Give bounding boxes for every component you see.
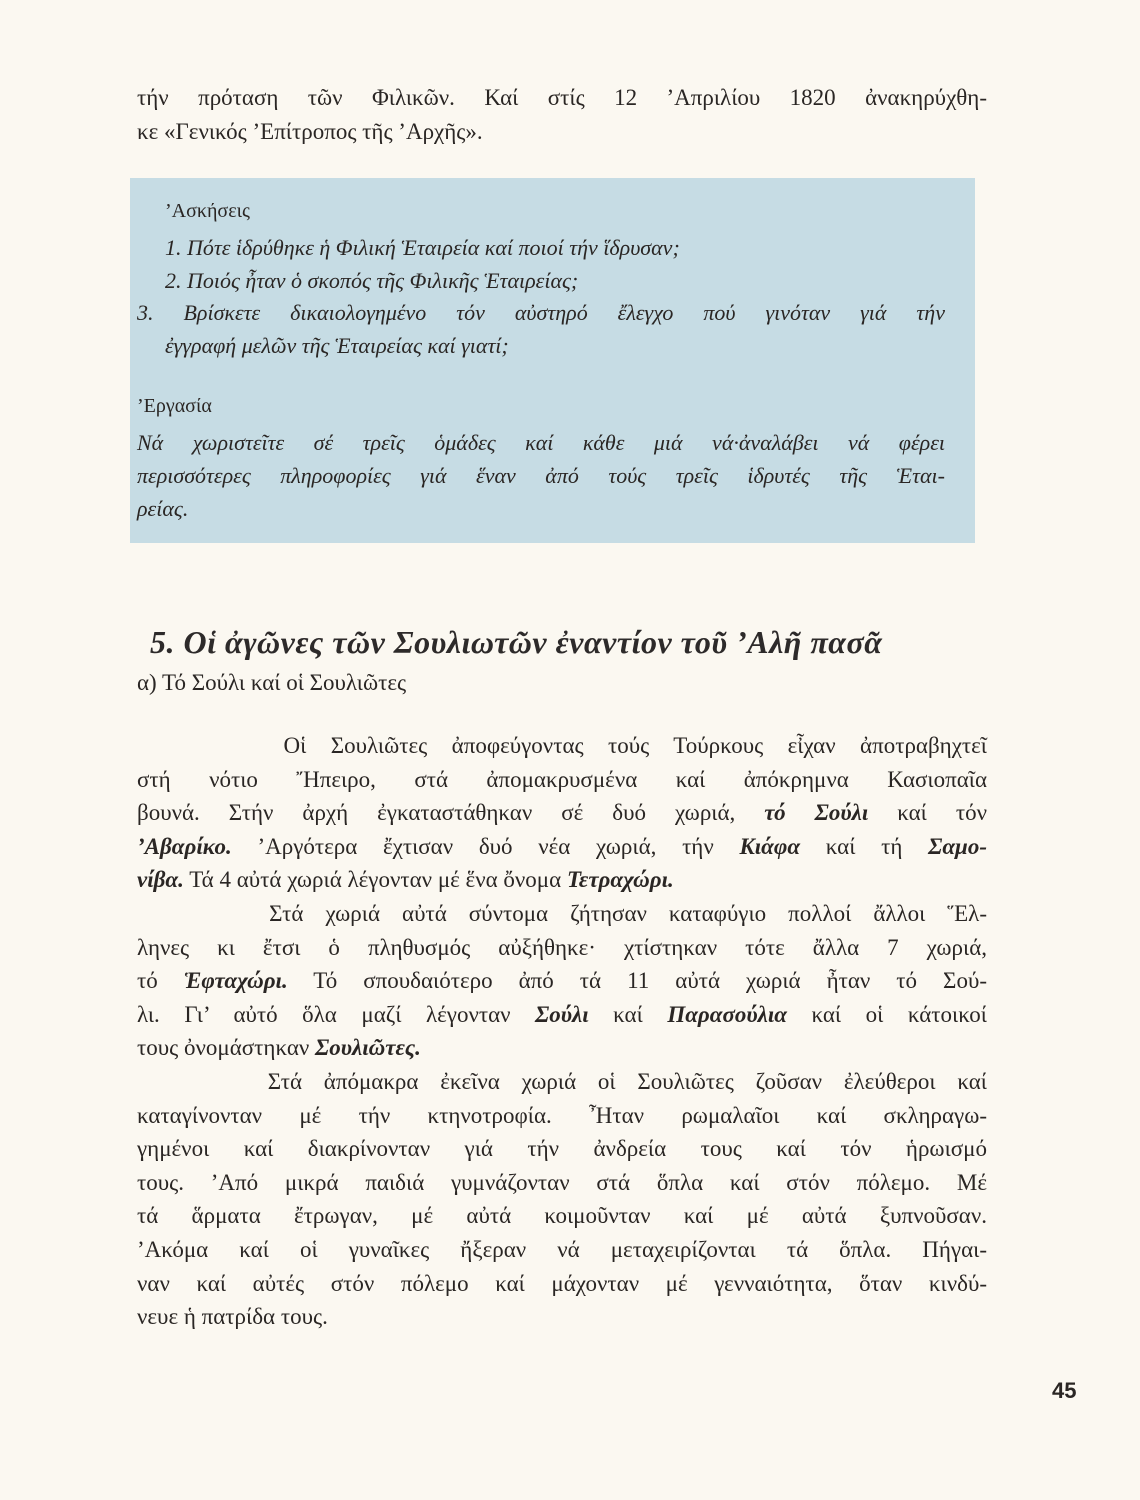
exercise-item-continued: ἐγγραφή μελῶν τῆς Ἑταιρείας καί γιατί; xyxy=(165,333,509,358)
text-line xyxy=(137,800,987,826)
emphasized-term: Τετραχώρι. xyxy=(566,867,674,893)
work-text: περισσότερες πληροφορίες γιά ἕναν ἀπό τούς τρεῖς ἱδρυτές τῆς Ἑται- xyxy=(137,463,945,488)
emphasized-term: Σουλιῶτες. xyxy=(315,1035,421,1061)
text-run: Στά χωριά αὐτά σύντομα ζήτησαν καταφύγιο πολλοί ἄλλοι Ἕλ- xyxy=(137,901,987,926)
text-line xyxy=(137,1271,987,1297)
text-run: ληνες κι ἔτσι ὁ πληθυσμός αὐξήθηκε· χτίστηκαν τότε ἄλλα 7 χωριά, xyxy=(137,934,987,960)
text-run: ’Ακόμα καί οἱ γυναῖκες ἤξεραν νά μεταχειρίζονται τά ὅπλα. Πήγαι- xyxy=(137,1237,987,1262)
page-number: 45 xyxy=(1052,1378,1077,1403)
text-run: νευε ἡ πατρίδα τους. xyxy=(137,1304,328,1330)
exercises-title: ’Ασκήσεις xyxy=(165,200,250,222)
text-run: τήν πρόταση τῶν Φιλικῶν. Καί στίς 12 ’Απριλίου 1820 ἀνακηρύχθη- xyxy=(137,85,987,110)
text-run: κε «Γενικός ’Επίτροπος τῆς ’Αρχῆς». xyxy=(137,118,483,144)
text-run: τους. ’Από μικρά παιδιά γυμνάζονταν στά ὅπλα καί στόν πόλεμο. Μέ xyxy=(137,1169,987,1195)
emphasized-term: Κιάφα xyxy=(739,833,801,859)
text-line xyxy=(137,1002,987,1028)
text-run: καί xyxy=(588,1001,668,1027)
text-line xyxy=(137,834,987,860)
text-line xyxy=(137,1069,987,1095)
text-run: καί οἱ κάτοικοί xyxy=(786,1001,987,1027)
text-run: Τά 4 αὐτά χωριά λέγονταν μέ ἕνα ὄνομα xyxy=(183,867,567,893)
text-run: καταγίνονταν μέ τήν κτηνοτροφία. Ἦταν ρωμαλαῖοι καί σκληραγω- xyxy=(137,1102,987,1128)
text-run: τό xyxy=(137,968,184,994)
emphasized-term: Σούλι xyxy=(535,1001,589,1027)
text-line xyxy=(137,935,987,961)
emphasized-term: τό Σούλι xyxy=(764,800,869,826)
exercise-item: 1. Πότε ἱδρύθηκε ἡ Φιλική Ἑταιρεία καί ποιοί τήν ἵδρυσαν; xyxy=(165,235,680,260)
work-title: ’Εργασία xyxy=(137,395,212,417)
emphasized-term: Σαμο- xyxy=(928,833,987,859)
text-line xyxy=(137,901,987,927)
text-line xyxy=(137,968,987,994)
work-text: Νά χωριστεῖτε σέ τρεῖς ὁμάδες καί κάθε μιά νά·ἀναλάβει νά φέρει xyxy=(137,430,945,455)
emphasized-term: Παρασούλια xyxy=(667,1001,787,1027)
text-run: ’Αργότερα ἔχτισαν δυό νέα χωριά, τήν xyxy=(231,833,740,859)
text-line xyxy=(137,1203,987,1229)
text-line xyxy=(137,733,987,759)
text-run: βουνά. Στήν ἀρχή ἐγκαταστάθηκαν σέ δυό χωριά, xyxy=(137,800,765,826)
subsection-heading: α) Τό Σούλι καί οἱ Σουλιῶτες xyxy=(137,670,407,695)
text-line xyxy=(137,867,987,893)
text-run: στή νότιο Ἤπειρο, στά ἀπομακρυσμένα καί ἀπόκρημνα Κασιοπαῖα xyxy=(137,766,987,792)
text-line xyxy=(137,767,987,793)
text-line xyxy=(137,1170,987,1196)
text-run: ναν καί αὐτές στόν πόλεμο καί μάχονταν μέ γενναιότητα, ὅταν κινδύ- xyxy=(137,1270,987,1296)
text-line xyxy=(137,1304,987,1330)
emphasized-term: Ἑφταχώρι. xyxy=(183,968,288,994)
text-run: τά ἅρματα ἔτρωγαν, μέ αὐτά κοιμοῦνταν καί μέ αὐτά ξυπνοῦσαν. xyxy=(137,1203,987,1229)
work-text: ρείας. xyxy=(137,496,189,521)
text-line xyxy=(137,1035,987,1061)
text-run: τους ὀνομάστηκαν xyxy=(137,1035,316,1061)
text-run: Οἱ Σουλιῶτες ἀποφεύγοντας τούς Τούρκους εἶχαν ἀποτραβηχτεῖ xyxy=(137,733,987,758)
exercise-item: 2. Ποιός ἦταν ὁ σκοπός τῆς Φιλικῆς Ἑταιρείας; xyxy=(165,268,579,293)
text-line xyxy=(137,1136,987,1162)
text-line xyxy=(137,119,987,145)
text-run: καί τή xyxy=(800,833,929,859)
text-run: γημένοι καί διακρίνονταν γιά τήν ἀνδρεία τους καί τόν ἡρωισμό xyxy=(137,1136,987,1162)
text-run: καί τόν xyxy=(868,800,987,826)
text-run: Στά ἀπόμακρα ἐκεῖνα χωριά οἱ Σουλιῶτες ζοῦσαν ἐλεύθεροι καί xyxy=(137,1069,987,1094)
emphasized-term: νίβα. xyxy=(137,867,184,893)
section-heading: 5. Οἱ ἀγῶνες τῶν Σουλιωτῶν ἐναντίον τοῦ ’Αλῆ πασᾶ xyxy=(150,624,883,660)
text-line xyxy=(137,1103,987,1129)
text-run: λι. Γι’ αὐτό ὅλα μαζί λέγονταν xyxy=(137,1001,536,1027)
emphasized-term: ’Αβαρίκο. xyxy=(137,833,232,859)
text-run: Τό σπουδαιότερο ἀπό τά 11 αὐτά χωριά ἦταν τό Σού- xyxy=(287,968,987,994)
text-line xyxy=(137,85,987,111)
text-line xyxy=(137,1237,987,1263)
exercise-item: 3. Βρίσκετε δικαιολογημένο τόν αὐστηρό ἔλεγχο πού γινόταν γιά τήν xyxy=(137,300,945,325)
